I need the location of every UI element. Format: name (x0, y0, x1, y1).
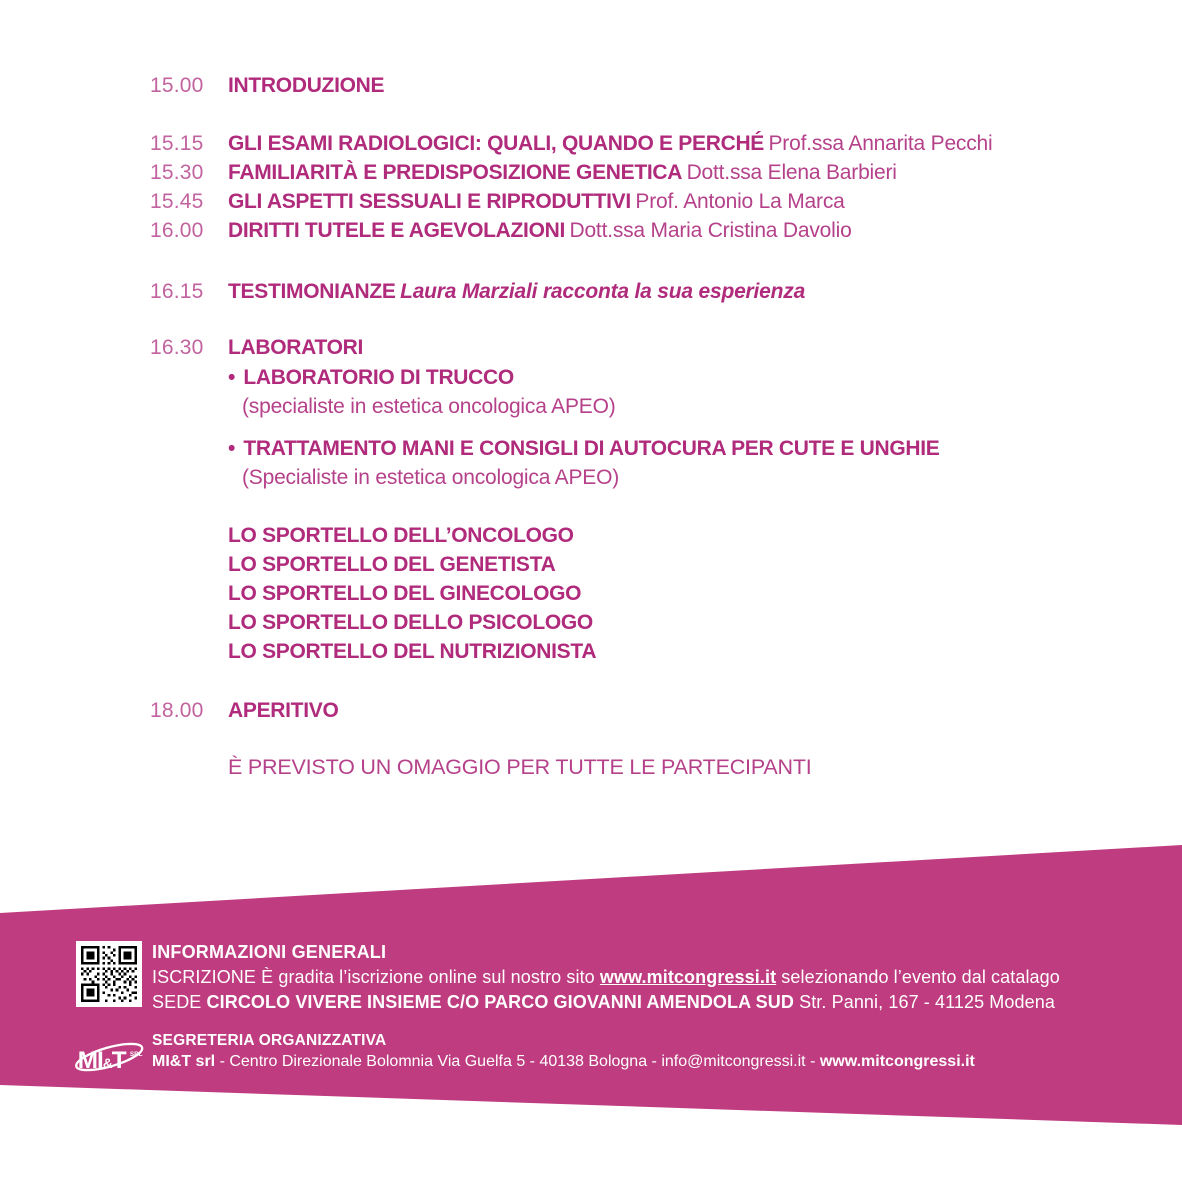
venue-label: SEDE (152, 992, 202, 1012)
desk-title: LO SPORTELLO DELL’ONCOLOGO (228, 524, 574, 547)
session-speaker: Dott.ssa Maria Cristina Davolio (569, 219, 852, 242)
desk-title: LO SPORTELLO DEL GINECOLOGO (228, 582, 582, 605)
footer-org-line (152, 1053, 975, 1071)
registration-text-after: selezionando l’evento dal catalago (781, 967, 1060, 987)
mit-logo (73, 1030, 149, 1084)
gift-note: È PREVISTO UN OMAGGIO PER TUTTE LE PARTECIPANTI (228, 755, 812, 779)
session-title: FAMILIARITÀ E PREDISPOSIZIONE GENETICA (228, 161, 683, 184)
qr-code-icon (81, 946, 137, 1002)
venue-name: CIRCOLO VIVERE INSIEME C/O PARCO GIOVANNI AMENDOLA SUD (206, 992, 794, 1012)
session-title: GLI ASPETTI SESSUALI E RIPRODUTTIVI (228, 190, 631, 213)
svg-text:MI&T: MI&T (77, 1046, 126, 1074)
session-title: LABORATORI (228, 336, 364, 359)
footer-registration-line (152, 967, 1060, 988)
time-label: 15.15 (150, 132, 204, 155)
website-link[interactable]: www.mitcongressi.it (599, 967, 777, 987)
registration-label: ISCRIZIONE È (152, 967, 274, 987)
session-title: TESTIMONIANZE (228, 280, 396, 303)
org-address: - Centro Direzionale Bolomnia Via Guelfa 5 - 40138 Bologna - (219, 1053, 657, 1070)
time-label: 16.15 (150, 280, 204, 303)
lab-title: TRATTAMENTO MANI E CONSIGLI DI AUTOCURA PER CUTE E UNGHIE (243, 437, 940, 460)
venue-address: Str. Panni, 167 - 41125 Modena (799, 992, 1055, 1012)
bullet-icon: • (228, 366, 236, 389)
lab-note-text: (Specialiste in estetica oncologica APEO) (242, 466, 619, 489)
session-speaker: Dott.ssa Elena Barbieri (686, 161, 897, 184)
registration-text: gradita l’iscrizione online sul nostro sito (278, 967, 595, 987)
org-website-link[interactable]: www.mitcongressi.it (819, 1053, 975, 1070)
desk-title: LO SPORTELLO DELLO PSICOLOGO (228, 611, 593, 634)
time-label: 15.45 (150, 190, 204, 213)
testimonial-note: Laura Marziali racconta la sua esperienza (400, 280, 806, 303)
footer-venue-line (152, 992, 1055, 1013)
mit-logo-icon (73, 1030, 149, 1084)
lab-title: LABORATORIO DI TRUCCO (243, 366, 514, 389)
desk-title: LO SPORTELLO DEL NUTRIZIONISTA (228, 640, 597, 663)
org-name: MI&T srl (152, 1053, 216, 1070)
footer-org-title: SEGRETERIA ORGANIZZATIVA (152, 1032, 387, 1049)
org-dash: - (810, 1053, 816, 1070)
qr-code (76, 941, 142, 1007)
session-title: APERITIVO (228, 699, 339, 722)
session-title: GLI ESAMI RADIOLOGICI: QUALI, QUANDO E PERCHÉ (228, 132, 765, 155)
time-label: 16.00 (150, 219, 204, 242)
session-title: DIRITTI TUTELE E AGEVOLAZIONI (228, 219, 566, 242)
session-speaker: Prof.ssa Annarita Pecchi (768, 132, 993, 155)
time-label: 18.00 (150, 699, 204, 722)
time-label: 15.00 (150, 74, 204, 97)
lab-note-text: (specialiste in estetica oncologica APEO) (242, 395, 616, 418)
session-speaker: Prof. Antonio La Marca (635, 190, 845, 213)
org-email[interactable]: info@mitcongressi.it (661, 1053, 806, 1070)
time-label: 15.30 (150, 161, 204, 184)
svg-text:SRL: SRL (129, 1051, 143, 1059)
bullet-icon: • (228, 437, 236, 460)
session-title: INTRODUZIONE (228, 74, 385, 97)
time-label: 16.30 (150, 336, 204, 359)
desk-title: LO SPORTELLO DEL GENETISTA (228, 553, 556, 576)
footer-info-title: INFORMAZIONI GENERALI (152, 942, 387, 962)
